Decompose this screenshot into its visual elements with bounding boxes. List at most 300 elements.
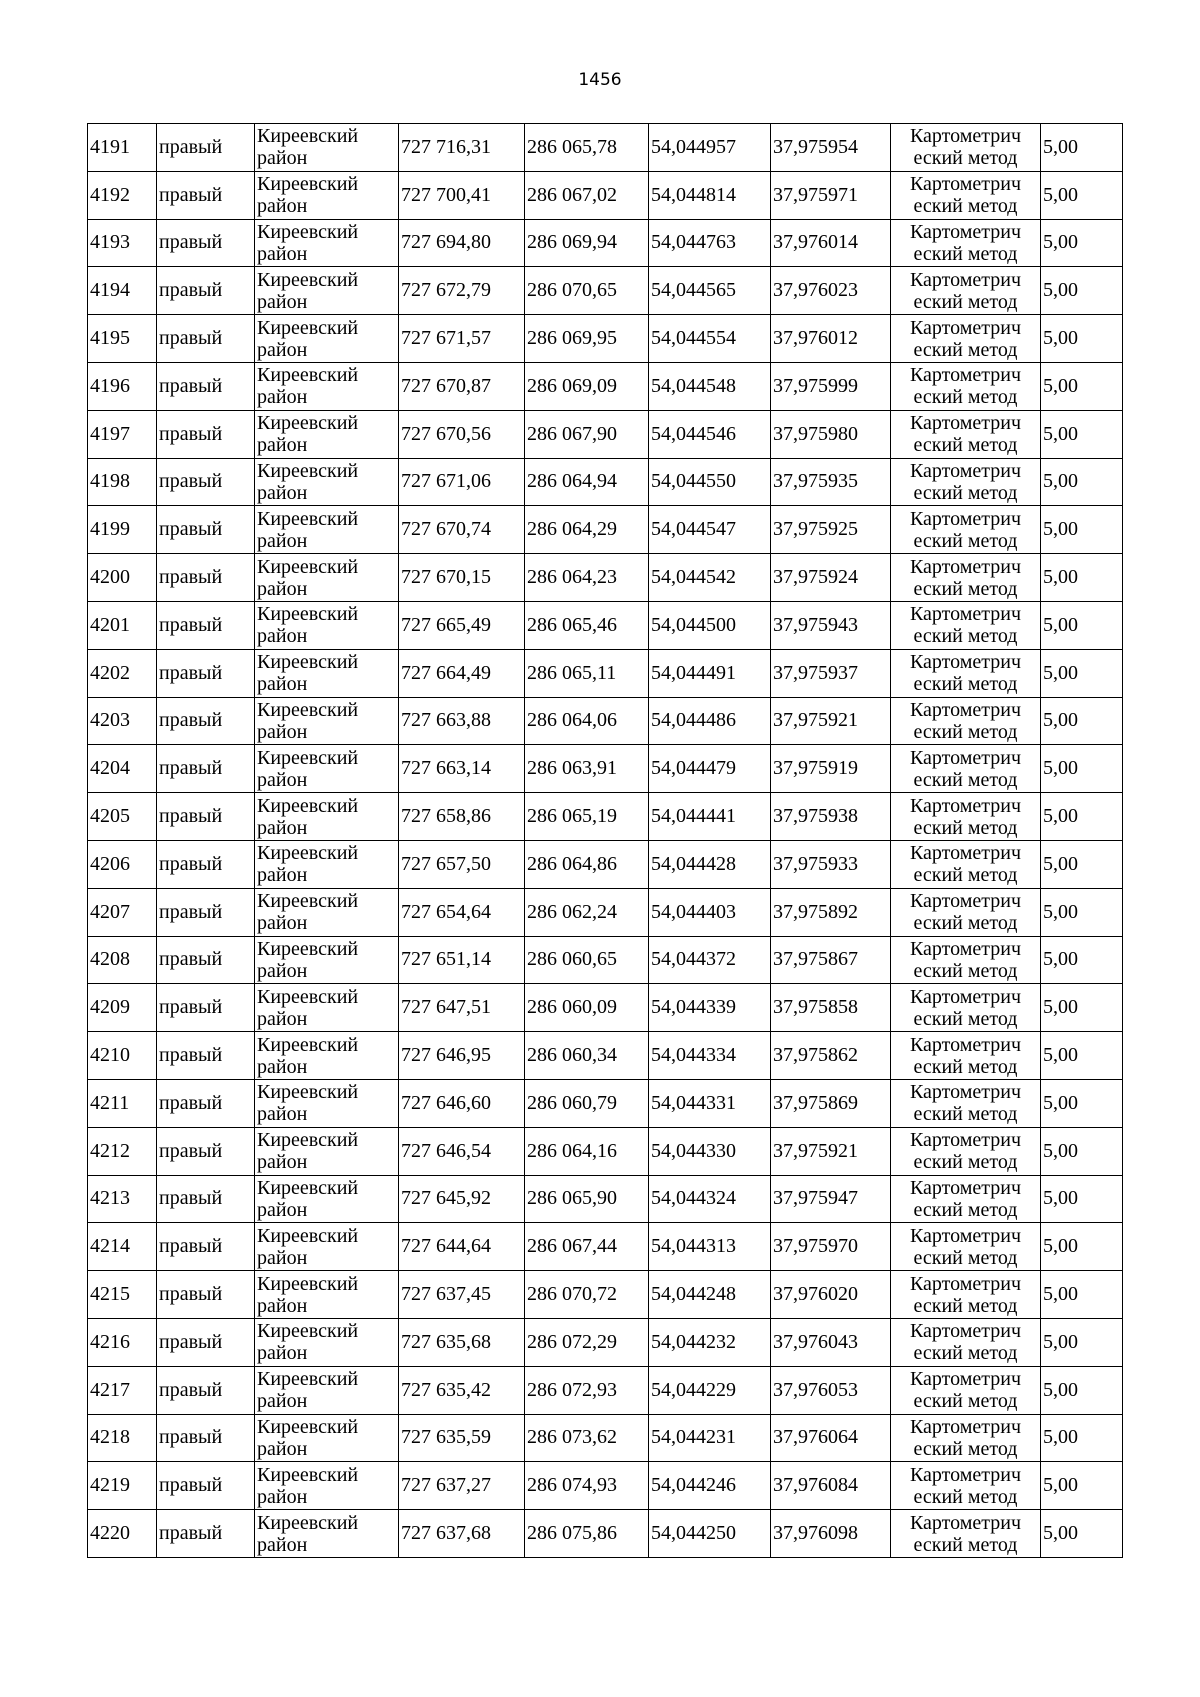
coord-y-cell: 286 064,86 [525,840,649,888]
method-cell [891,1366,1041,1414]
table-row [88,1127,1123,1175]
district-line: район [257,625,308,648]
coord-x-cell: 727 665,49 [399,601,525,649]
district-line: Киреевский [257,1272,359,1295]
latitude-cell: 54,044372 [649,936,771,984]
method-line: Картометрич [909,507,1022,530]
table-row [88,554,1123,602]
coord-x-cell: 727 647,51 [399,984,525,1032]
table-row [88,219,1123,267]
coord-y-cell: 286 072,29 [525,1318,649,1366]
coord-y-cell: 286 072,93 [525,1366,649,1414]
coord-y-cell: 286 062,24 [525,888,649,936]
table-row [88,1414,1123,1462]
district-cell [255,936,399,984]
district-cell [255,1414,399,1462]
district-line: район [257,481,308,504]
district-cell [255,219,399,267]
longitude-cell: 37,975921 [771,697,891,745]
longitude-cell: 37,975867 [771,936,891,984]
coord-x-cell: 727 646,95 [399,1032,525,1080]
method-line: еский метод [913,1055,1018,1078]
district-line: Киреевский [257,268,359,291]
table-row [88,697,1123,745]
latitude-cell: 54,044324 [649,1175,771,1223]
coord-x-cell: 727 635,59 [399,1414,525,1462]
bank-side-cell: правый [157,793,255,841]
coord-x-cell: 727 654,64 [399,888,525,936]
point-number-cell: 4216 [88,1318,157,1366]
table-row [88,267,1123,315]
district-line: район [257,959,308,982]
point-number-cell: 4193 [88,219,157,267]
method-cell [891,1079,1041,1127]
coord-y-cell: 286 067,02 [525,171,649,219]
table-row [88,601,1123,649]
district-cell [255,888,399,936]
bank-side-cell: правый [157,554,255,602]
district-cell [255,1510,399,1558]
accuracy-cell: 5,00 [1041,1079,1123,1127]
district-line: район [257,1151,308,1174]
district-line: Киреевский [257,220,359,243]
district-line: район [257,338,308,361]
latitude-cell: 54,044500 [649,601,771,649]
accuracy-cell: 5,00 [1041,936,1123,984]
latitude-cell: 54,044428 [649,840,771,888]
district-line: Киреевский [257,1081,359,1104]
district-line: Киреевский [257,1511,359,1534]
district-cell [255,1462,399,1510]
method-line: Картометрич [909,794,1022,817]
district-line: Киреевский [257,985,359,1008]
method-cell [891,1175,1041,1223]
bank-side-cell: правый [157,1510,255,1558]
coord-y-cell: 286 064,06 [525,697,649,745]
method-cell [891,697,1041,745]
method-line: Картометрич [909,651,1022,674]
coord-y-cell: 286 065,78 [525,124,649,172]
district-line: Киреевский [257,1176,359,1199]
latitude-cell: 54,044479 [649,745,771,793]
district-line: район [257,1103,308,1126]
method-cell [891,936,1041,984]
district-line: район [257,386,308,409]
method-line: Картометрич [909,364,1022,387]
district-line: Киреевский [257,1129,359,1152]
district-line: Киреевский [257,1224,359,1247]
longitude-cell: 37,975862 [771,1032,891,1080]
district-line: Киреевский [257,507,359,530]
latitude-cell: 54,044248 [649,1271,771,1319]
method-cell [891,1510,1041,1558]
accuracy-cell: 5,00 [1041,1510,1123,1558]
point-number-cell: 4214 [88,1223,157,1271]
latitude-cell: 54,044231 [649,1414,771,1462]
coord-x-cell: 727 644,64 [399,1223,525,1271]
district-cell [255,124,399,172]
district-line: район [257,1390,308,1413]
point-number-cell: 4192 [88,171,157,219]
latitude-cell: 54,044229 [649,1366,771,1414]
table-body [88,124,1123,1558]
point-number-cell: 4200 [88,554,157,602]
point-number-cell: 4198 [88,458,157,506]
bank-side-cell: правый [157,506,255,554]
coord-x-cell: 727 657,50 [399,840,525,888]
table-row [88,1510,1123,1558]
accuracy-cell: 5,00 [1041,1223,1123,1271]
method-cell [891,793,1041,841]
district-line: Киреевский [257,1320,359,1343]
latitude-cell: 54,044542 [649,554,771,602]
longitude-cell: 37,975892 [771,888,891,936]
coord-y-cell: 286 064,16 [525,1127,649,1175]
district-cell [255,649,399,697]
coord-x-cell: 727 671,06 [399,458,525,506]
method-cell [891,458,1041,506]
method-line: Картометрич [909,316,1022,339]
coord-y-cell: 286 064,94 [525,458,649,506]
method-line: еский метод [913,959,1018,982]
method-cell [891,984,1041,1032]
coord-x-cell: 727 646,60 [399,1079,525,1127]
district-cell [255,1127,399,1175]
district-cell [255,1366,399,1414]
district-cell [255,1223,399,1271]
table-row [88,410,1123,458]
method-line: Картометрич [909,173,1022,196]
longitude-cell: 37,975999 [771,362,891,410]
district-cell [255,984,399,1032]
district-line: Киреевский [257,698,359,721]
point-number-cell: 4217 [88,1366,157,1414]
longitude-cell: 37,975924 [771,554,891,602]
table-row [88,984,1123,1032]
method-cell [891,1032,1041,1080]
longitude-cell: 37,975933 [771,840,891,888]
district-line: район [257,1533,308,1556]
method-cell [891,1271,1041,1319]
method-cell [891,554,1041,602]
longitude-cell: 37,976012 [771,315,891,363]
district-cell [255,697,399,745]
latitude-cell: 54,044339 [649,984,771,1032]
accuracy-cell: 5,00 [1041,601,1123,649]
method-line: еский метод [913,338,1018,361]
method-line: еский метод [913,1151,1018,1174]
point-number-cell: 4209 [88,984,157,1032]
coord-y-cell: 286 065,11 [525,649,649,697]
method-line: еский метод [913,768,1018,791]
bank-side-cell: правый [157,1366,255,1414]
district-cell [255,793,399,841]
table-row [88,1175,1123,1223]
method-line: еский метод [913,481,1018,504]
point-number-cell: 4197 [88,410,157,458]
table-row [88,506,1123,554]
coord-x-cell: 727 645,92 [399,1175,525,1223]
method-line: Картометрич [909,1081,1022,1104]
latitude-cell: 54,044763 [649,219,771,267]
method-line: еский метод [913,1007,1018,1030]
longitude-cell: 37,975935 [771,458,891,506]
method-line: еский метод [913,1437,1018,1460]
table-row [88,1271,1123,1319]
coord-x-cell: 727 670,87 [399,362,525,410]
coord-x-cell: 727 664,49 [399,649,525,697]
coord-x-cell: 727 672,79 [399,267,525,315]
longitude-cell: 37,976020 [771,1271,891,1319]
method-line: еский метод [913,434,1018,457]
method-line: Картометрич [909,268,1022,291]
method-cell [891,362,1041,410]
coordinates-table [87,123,1123,1558]
longitude-cell: 37,975970 [771,1223,891,1271]
longitude-cell: 37,975937 [771,649,891,697]
point-number-cell: 4218 [88,1414,157,1462]
district-cell [255,315,399,363]
coord-x-cell: 727 716,31 [399,124,525,172]
latitude-cell: 54,044331 [649,1079,771,1127]
coord-y-cell: 286 060,34 [525,1032,649,1080]
bank-side-cell: правый [157,267,255,315]
district-line: Киреевский [257,173,359,196]
bank-side-cell: правый [157,315,255,363]
method-line: еский метод [913,386,1018,409]
coord-y-cell: 286 070,65 [525,267,649,315]
method-line: еский метод [913,720,1018,743]
table-row [88,649,1123,697]
district-line: район [257,434,308,457]
bank-side-cell: правый [157,124,255,172]
bank-side-cell: правый [157,219,255,267]
longitude-cell: 37,975925 [771,506,891,554]
accuracy-cell: 5,00 [1041,697,1123,745]
longitude-cell: 37,975938 [771,793,891,841]
bank-side-cell: правый [157,984,255,1032]
table-row [88,936,1123,984]
district-line: район [257,1055,308,1078]
table-row [88,458,1123,506]
district-cell [255,1175,399,1223]
district-line: Киреевский [257,1415,359,1438]
district-cell [255,1318,399,1366]
point-number-cell: 4205 [88,793,157,841]
bank-side-cell: правый [157,1414,255,1462]
method-line: еский метод [913,625,1018,648]
point-number-cell: 4211 [88,1079,157,1127]
coord-y-cell: 286 069,94 [525,219,649,267]
method-cell [891,315,1041,363]
method-cell [891,410,1041,458]
point-number-cell: 4213 [88,1175,157,1223]
district-line: район [257,577,308,600]
coord-y-cell: 286 064,23 [525,554,649,602]
method-line: Картометрич [909,412,1022,435]
accuracy-cell: 5,00 [1041,1271,1123,1319]
latitude-cell: 54,044491 [649,649,771,697]
table-row [88,1079,1123,1127]
accuracy-cell: 5,00 [1041,1127,1123,1175]
latitude-cell: 54,044313 [649,1223,771,1271]
point-number-cell: 4199 [88,506,157,554]
bank-side-cell: правый [157,362,255,410]
district-line: Киреевский [257,603,359,626]
coord-x-cell: 727 670,74 [399,506,525,554]
coord-y-cell: 286 067,90 [525,410,649,458]
accuracy-cell: 5,00 [1041,984,1123,1032]
latitude-cell: 54,044246 [649,1462,771,1510]
coord-x-cell: 727 694,80 [399,219,525,267]
coord-x-cell: 727 700,41 [399,171,525,219]
longitude-cell: 37,975980 [771,410,891,458]
coord-y-cell: 286 069,95 [525,315,649,363]
table-row [88,888,1123,936]
coord-x-cell: 727 635,68 [399,1318,525,1366]
table-row [88,1462,1123,1510]
accuracy-cell: 5,00 [1041,410,1123,458]
method-line: Картометрич [909,1176,1022,1199]
table-row [88,362,1123,410]
coord-x-cell: 727 671,57 [399,315,525,363]
district-line: Киреевский [257,1033,359,1056]
coord-x-cell: 727 646,54 [399,1127,525,1175]
method-line: еский метод [913,864,1018,887]
method-line: еский метод [913,1246,1018,1269]
point-number-cell: 4196 [88,362,157,410]
accuracy-cell: 5,00 [1041,458,1123,506]
district-line: Киреевский [257,412,359,435]
method-line: Картометрич [909,220,1022,243]
district-line: район [257,673,308,696]
district-line: Киреевский [257,316,359,339]
longitude-cell: 37,976084 [771,1462,891,1510]
latitude-cell: 54,044330 [649,1127,771,1175]
coord-y-cell: 286 065,46 [525,601,649,649]
coord-y-cell: 286 067,44 [525,1223,649,1271]
latitude-cell: 54,044546 [649,410,771,458]
latitude-cell: 54,044548 [649,362,771,410]
district-line: район [257,529,308,552]
coord-y-cell: 286 070,72 [525,1271,649,1319]
latitude-cell: 54,044403 [649,888,771,936]
bank-side-cell: правый [157,171,255,219]
coord-x-cell: 727 670,56 [399,410,525,458]
point-number-cell: 4212 [88,1127,157,1175]
district-line: район [257,1485,308,1508]
longitude-cell: 37,975921 [771,1127,891,1175]
district-line: Киреевский [257,937,359,960]
accuracy-cell: 5,00 [1041,506,1123,554]
longitude-cell: 37,975858 [771,984,891,1032]
district-cell [255,1271,399,1319]
latitude-cell: 54,044554 [649,315,771,363]
bank-side-cell: правый [157,936,255,984]
method-line: еский метод [913,147,1018,170]
method-line: Картометрич [909,698,1022,721]
bank-side-cell: правый [157,1462,255,1510]
point-number-cell: 4210 [88,1032,157,1080]
bank-side-cell: правый [157,745,255,793]
method-cell [891,1414,1041,1462]
bank-side-cell: правый [157,1318,255,1366]
coord-y-cell: 286 060,79 [525,1079,649,1127]
latitude-cell: 54,044232 [649,1318,771,1366]
district-cell [255,362,399,410]
bank-side-cell: правый [157,697,255,745]
district-line: Киреевский [257,746,359,769]
method-line: Картометрич [909,890,1022,913]
longitude-cell: 37,975971 [771,171,891,219]
longitude-cell: 37,976023 [771,267,891,315]
accuracy-cell: 5,00 [1041,840,1123,888]
method-cell [891,601,1041,649]
bank-side-cell: правый [157,1127,255,1175]
method-line: Картометрич [909,1415,1022,1438]
accuracy-cell: 5,00 [1041,649,1123,697]
accuracy-cell: 5,00 [1041,888,1123,936]
method-line: еский метод [913,816,1018,839]
table-row [88,1032,1123,1080]
longitude-cell: 37,975869 [771,1079,891,1127]
method-cell [891,171,1041,219]
method-line: еский метод [913,290,1018,313]
point-number-cell: 4207 [88,888,157,936]
point-number-cell: 4194 [88,267,157,315]
method-cell [891,1318,1041,1366]
coord-y-cell: 286 063,91 [525,745,649,793]
district-line: район [257,1007,308,1030]
method-cell [891,888,1041,936]
latitude-cell: 54,044814 [649,171,771,219]
method-line: Картометрич [909,1272,1022,1295]
coord-x-cell: 727 663,88 [399,697,525,745]
district-line: Киреевский [257,794,359,817]
district-line: район [257,290,308,313]
district-line: район [257,1246,308,1269]
latitude-cell: 54,044957 [649,124,771,172]
method-line: Картометрич [909,555,1022,578]
table-row [88,840,1123,888]
longitude-cell: 37,975947 [771,1175,891,1223]
bank-side-cell: правый [157,1223,255,1271]
method-line: Картометрич [909,603,1022,626]
coord-y-cell: 286 074,93 [525,1462,649,1510]
point-number-cell: 4191 [88,124,157,172]
point-number-cell: 4215 [88,1271,157,1319]
accuracy-cell: 5,00 [1041,745,1123,793]
method-line: еский метод [913,1390,1018,1413]
method-line: еский метод [913,1533,1018,1556]
method-line: еский метод [913,1485,1018,1508]
accuracy-cell: 5,00 [1041,1366,1123,1414]
district-line: район [257,912,308,935]
district-line: район [257,242,308,265]
district-line: Киреевский [257,651,359,674]
district-line: район [257,195,308,218]
longitude-cell: 37,976043 [771,1318,891,1366]
method-line: Картометрич [909,746,1022,769]
accuracy-cell: 5,00 [1041,1318,1123,1366]
accuracy-cell: 5,00 [1041,219,1123,267]
accuracy-cell: 5,00 [1041,315,1123,363]
latitude-cell: 54,044486 [649,697,771,745]
district-cell [255,267,399,315]
method-line: Картометрич [909,1463,1022,1486]
bank-side-cell: правый [157,601,255,649]
district-cell [255,410,399,458]
